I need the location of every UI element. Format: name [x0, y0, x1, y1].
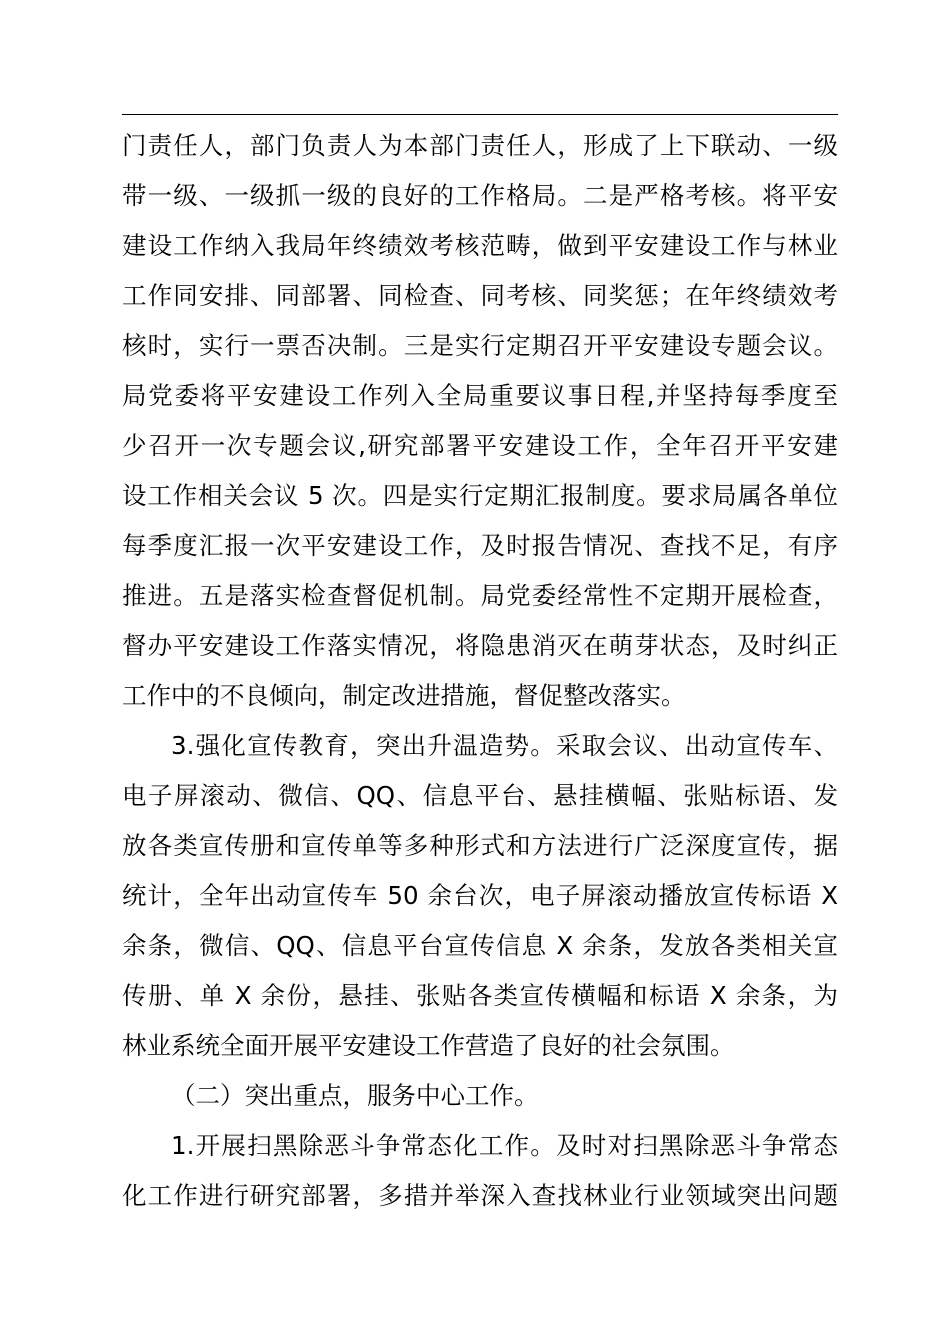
- text-line: 工作同安排、同部署、同检查、同考核、同奖惩；在年终绩效考: [122, 281, 838, 310]
- text-line: 门责任人，部门负责人为本部门责任人，形成了上下联动、一级: [122, 131, 838, 160]
- header-rule: [122, 114, 838, 115]
- text-line: 电子屏滚动、微信、QQ、信息平台、悬挂横幅、张贴标语、发: [122, 781, 838, 810]
- text-line: 统计，全年出动宣传车 50 余台次，电子屏滚动播放宣传标语 X: [122, 881, 838, 910]
- section-heading: （二）突出重点，服务中心工作。: [171, 1081, 539, 1110]
- text-line: 工作中的不良倾向，制定改进措施，督促整改落实。: [122, 681, 686, 710]
- document-body: [122, 121, 838, 1221]
- text-line: 核时，实行一票否决制。三是实行定期召开平安建设专题会议。: [122, 331, 838, 360]
- text-line: 3.强化宣传教育，突出升温造势。采取会议、出动宣传车、: [171, 731, 838, 760]
- text-line: 督办平安建设工作落实情况，将隐患消灭在萌芽状态，及时纠正: [122, 631, 838, 660]
- text-line: 建设工作纳入我局年终绩效考核范畴，做到平安建设工作与林业: [122, 231, 838, 260]
- text-line: 1.开展扫黑除恶斗争常态化工作。及时对扫黑除恶斗争常态: [171, 1131, 838, 1160]
- text-line: 带一级、一级抓一级的良好的工作格局。二是严格考核。将平安: [122, 181, 838, 210]
- text-line: 余条，微信、QQ、信息平台宣传信息 X 余条，发放各类相关宣: [122, 931, 838, 960]
- text-line: 化工作进行研究部署，多措并举深入查找林业行业领域突出问题: [122, 1181, 838, 1210]
- text-line: 每季度汇报一次平安建设工作，及时报告情况、查找不足，有序: [122, 531, 838, 560]
- text-line: 放各类宣传册和宣传单等多种形式和方法进行广泛深度宣传，据: [122, 831, 838, 860]
- text-line: 设工作相关会议 5 次。四是实行定期汇报制度。要求局属各单位: [122, 481, 838, 510]
- text-line: 传册、单 X 余份，悬挂、张贴各类宣传横幅和标语 X 余条，为: [122, 981, 838, 1010]
- text-line: 局党委将平安建设工作列入全局重要议事日程,并坚持每季度至: [122, 381, 838, 410]
- text-line: 少召开一次专题会议,研究部署平安建设工作，全年召开平安建: [122, 431, 838, 460]
- text-line: 推进。五是落实检查督促机制。局党委经常性不定期开展检查，: [122, 581, 838, 610]
- text-line: 林业系统全面开展平安建设工作营造了良好的社会氛围。: [122, 1031, 735, 1060]
